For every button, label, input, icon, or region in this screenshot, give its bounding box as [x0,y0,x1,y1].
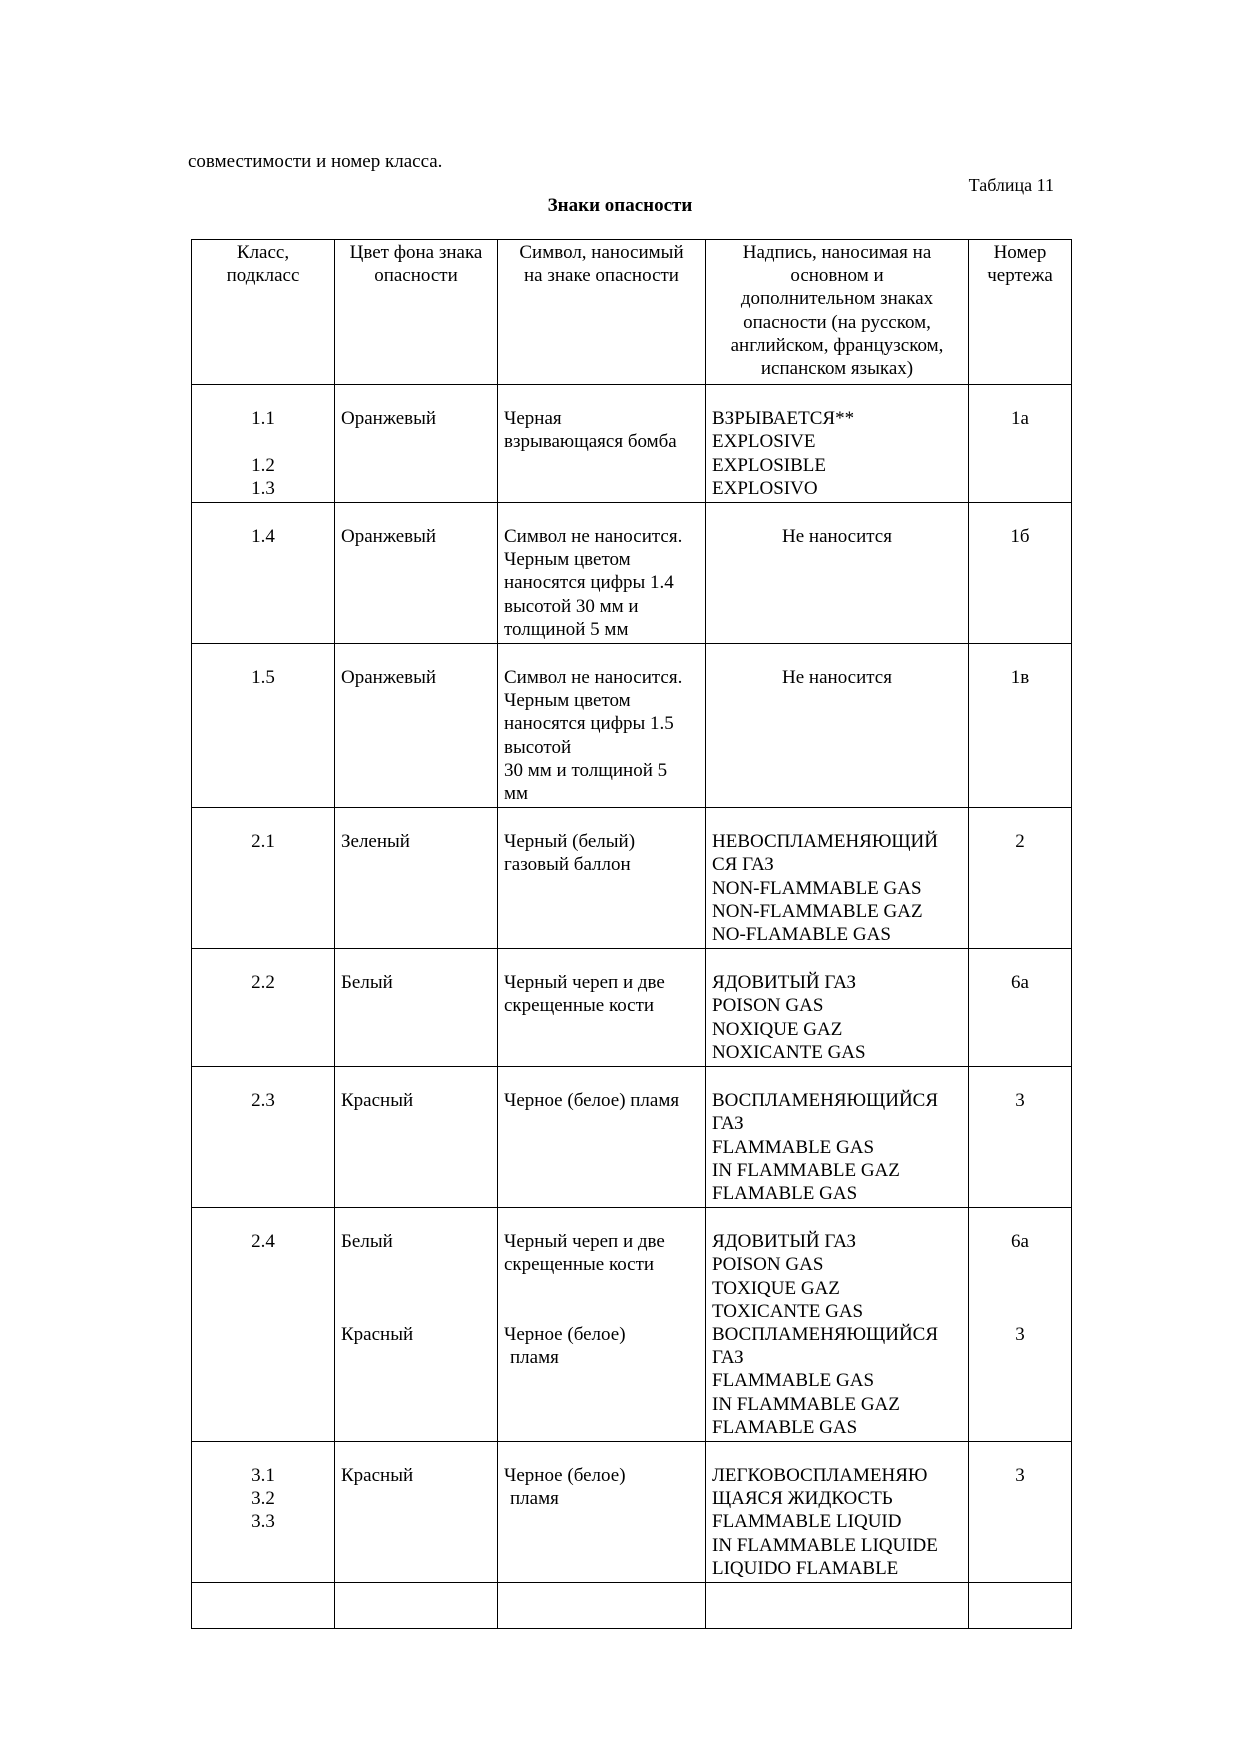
inscription-line: Не наносится [782,667,892,689]
empty-cell [706,1582,969,1628]
symbol-line: толщиной 5 мм [504,618,629,640]
header-line: английском, французском, [730,334,944,356]
symbol-line: высотой 30 мм и [504,595,639,617]
table-row [192,1067,1072,1208]
inscription-line: FLAMMABLE LIQUID [712,1511,902,1533]
header-drawing [969,240,1072,385]
table-header-row [192,240,1072,385]
color-cell [335,808,498,949]
inscription-line: FLAMMABLE GAS [712,1136,875,1158]
class-value: 3.3 [251,1511,275,1533]
spacer [504,1277,699,1300]
symbol-line: наносятся цифры 1.4 [504,572,674,594]
class-value: 2.1 [251,831,275,853]
header-line: Символ, наносимый [519,242,684,263]
spacer [975,1300,1065,1323]
inscription-line: ЩАЯСЯ ЖИДКОСТЬ [712,1488,893,1510]
header-line: подкласс [226,265,300,287]
table-row [192,808,1072,949]
inscription-line: ВОСПЛАМЕНЯЮЩИЙСЯ [712,1323,939,1345]
color-cell [335,1208,498,1442]
symbol-line: Черная [504,408,562,430]
symbol-line: Черный череп и две [504,972,665,994]
class-value: 1.1 [251,408,275,430]
inscription-cell [706,1067,969,1208]
symbol-line: Черным цветом [504,549,631,571]
drawing-cell [969,1441,1072,1582]
inscription-line: FLAMABLE GAS [712,1416,858,1438]
class-value: 1.3 [251,477,275,499]
spacer [975,1253,1065,1276]
color-value: Красный [341,1323,414,1345]
drawing-value: 1а [1011,408,1029,430]
inscription-line: NOXICANTE GAS [712,1041,866,1063]
spacer [198,430,328,453]
class-cell [192,1441,335,1582]
drawing-cell [969,644,1072,808]
class-value: 1.2 [251,454,275,476]
class-cell [192,385,335,503]
header-line: дополнительном знаках [740,288,934,310]
table-row [192,1441,1072,1582]
symbol-cell [498,644,706,808]
inscription-line: NON-FLAMMABLE GAZ [712,900,923,922]
color-cell [335,949,498,1067]
empty-cell [498,1582,706,1628]
header-line: Номер [993,242,1047,263]
inscription-line: EXPLOSIBLE [712,454,826,476]
table-row [192,949,1072,1067]
inscription-line: НЕВОСПЛАМЕНЯЮЩИЙ [712,831,938,853]
table-row [192,1208,1072,1442]
drawing-cell [969,808,1072,949]
color-cell [335,503,498,644]
hazard-signs-table [191,239,1072,1629]
symbol-line: скрещенные кости [504,1254,655,1276]
spacer [975,1277,1065,1300]
empty-cell [335,1582,498,1628]
symbol-line: наносятся цифры 1.5 [504,713,674,735]
inscription-line: IN FLAMMABLE GAZ [712,1393,900,1415]
symbol-line: мм [504,783,529,805]
symbol-line: 30 мм и толщиной 5 [504,759,668,781]
inscription-cell [706,1441,969,1582]
drawing-cell [969,385,1072,503]
inscription-line: POISON GAS [712,1254,824,1276]
header-line: опасности (на русском, [743,311,931,333]
color-value: Оранжевый [341,408,437,430]
inscription-cell [706,949,969,1067]
drawing-cell [969,1067,1072,1208]
drawing-value: 3 [1015,1090,1025,1112]
symbol-line: Черное (белое) [504,1464,626,1486]
inscription-line: ЯДОВИТЫЙ ГАЗ [712,1231,857,1253]
color-value: Белый [341,972,393,994]
inscription-line: ВОСПЛАМЕНЯЮЩИЙСЯ [712,1090,939,1112]
header-line: Цвет фона знака [349,242,483,263]
table-row [192,503,1072,644]
inscription-line: NON-FLAMMABLE GAS [712,877,922,899]
class-cell [192,808,335,949]
intro-text: совместимости и номер класса. [188,151,443,172]
color-cell [335,1441,498,1582]
header-class [192,240,335,385]
inscription-cell [706,503,969,644]
header-line: основном и [790,265,884,287]
inscription-cell [706,1208,969,1442]
inscription-line: POISON GAS [712,995,824,1017]
empty-cell [192,1582,335,1628]
class-value: 1.4 [251,526,275,548]
symbol-line: Символ не наносится. [504,526,683,548]
drawing-cell [969,503,1072,644]
spacer [341,1253,491,1276]
symbol-line: пламя [510,1347,559,1369]
inscription-line: EXPLOSIVE [712,431,816,453]
drawing-value: 6а [1011,972,1029,994]
header-line: опасности [374,265,458,287]
class-value: 3.1 [251,1464,275,1486]
symbol-cell [498,808,706,949]
class-cell [192,503,335,644]
inscription-cell [706,644,969,808]
inscription-line: TOXICANTE GAS [712,1300,864,1322]
spacer [341,1300,491,1323]
class-value: 3.2 [251,1488,275,1510]
symbol-line: взрывающаяся бомба [504,431,677,453]
symbol-cell [498,385,706,503]
header-line: на знаке опасности [524,265,679,287]
inscription-cell [706,808,969,949]
class-value: 1.5 [251,667,275,689]
class-cell [192,949,335,1067]
symbol-cell [498,1208,706,1442]
color-cell [335,644,498,808]
symbol-line: скрещенные кости [504,995,655,1017]
color-value: Оранжевый [341,667,437,689]
inscription-line: ЯДОВИТЫЙ ГАЗ [712,972,857,994]
inscription-line: TOXIQUE GAZ [712,1277,840,1299]
spacer [341,1277,491,1300]
header-inscription [706,240,969,385]
inscription-line: FLAMMABLE GAS [712,1370,875,1392]
drawing-value: 3 [1015,1464,1025,1486]
symbol-line: Черное (белое) [504,1323,626,1345]
drawing-value: 3 [1015,1323,1025,1345]
inscription-line: NO-FLAMABLE GAS [712,924,891,946]
inscription-line: IN FLAMMABLE LIQUIDE [712,1534,938,1556]
inscription-line: ГАЗ [712,1347,744,1369]
table-row [192,644,1072,808]
color-value: Красный [341,1090,414,1112]
color-cell [335,1067,498,1208]
class-cell [192,1067,335,1208]
class-value: 2.4 [251,1231,275,1253]
inscription-line: FLAMABLE GAS [712,1182,858,1204]
symbol-cell [498,1441,706,1582]
drawing-cell [969,1208,1072,1442]
symbol-cell [498,503,706,644]
symbol-line: пламя [510,1488,559,1510]
color-value: Оранжевый [341,526,437,548]
symbol-line: Черный (белый) [504,831,636,853]
drawing-value: 1в [1010,667,1030,689]
header-line: Надпись, наносимая на [742,242,932,263]
drawing-cell [969,949,1072,1067]
inscription-line: IN FLAMMABLE GAZ [712,1159,900,1181]
header-bg-color [335,240,498,385]
header-line: чертежа [987,265,1053,287]
spacer [504,1300,699,1323]
color-cell [335,385,498,503]
class-cell [192,644,335,808]
table-row [192,385,1072,503]
symbol-cell [498,949,706,1067]
inscription-line: ГАЗ [712,1113,744,1135]
class-cell [192,1208,335,1442]
symbol-line: Черный череп и две [504,1231,665,1253]
symbol-line: высотой [504,736,572,758]
inscription-line: СЯ ГАЗ [712,854,774,876]
header-line: Класс, [236,242,290,263]
inscription-line: ВЗРЫВАЕТСЯ** [712,408,855,430]
table-label: Таблица 11 [968,175,1054,195]
color-value: Белый [341,1231,393,1253]
class-value: 2.2 [251,972,275,994]
symbol-line: Черное (белое) пламя [504,1090,680,1112]
drawing-value: 6а [1011,1231,1029,1253]
symbol-line: Символ не наносится. [504,667,683,689]
header-line: испанском языках) [760,358,914,380]
header-symbol [498,240,706,385]
inscription-line: NOXIQUE GAZ [712,1018,843,1040]
color-value: Зеленый [341,831,410,853]
symbol-cell [498,1067,706,1208]
empty-row [192,1582,1072,1628]
inscription-line: ЛЕГКОВОСПЛАМЕНЯЮ [712,1464,928,1486]
empty-cell [969,1582,1072,1628]
drawing-value: 1б [1010,526,1030,548]
inscription-line: LIQUIDO FLAMABLE [712,1557,899,1579]
inscription-line: EXPLOSIVO [712,477,818,499]
class-value: 2.3 [251,1090,275,1112]
color-value: Красный [341,1464,414,1486]
symbol-line: Черным цветом [504,690,631,712]
symbol-line: газовый баллон [504,854,631,876]
inscription-line: Не наносится [782,526,892,548]
table-title: Знаки опасности [547,195,693,216]
inscription-cell [706,385,969,503]
drawing-value: 2 [1015,831,1025,853]
